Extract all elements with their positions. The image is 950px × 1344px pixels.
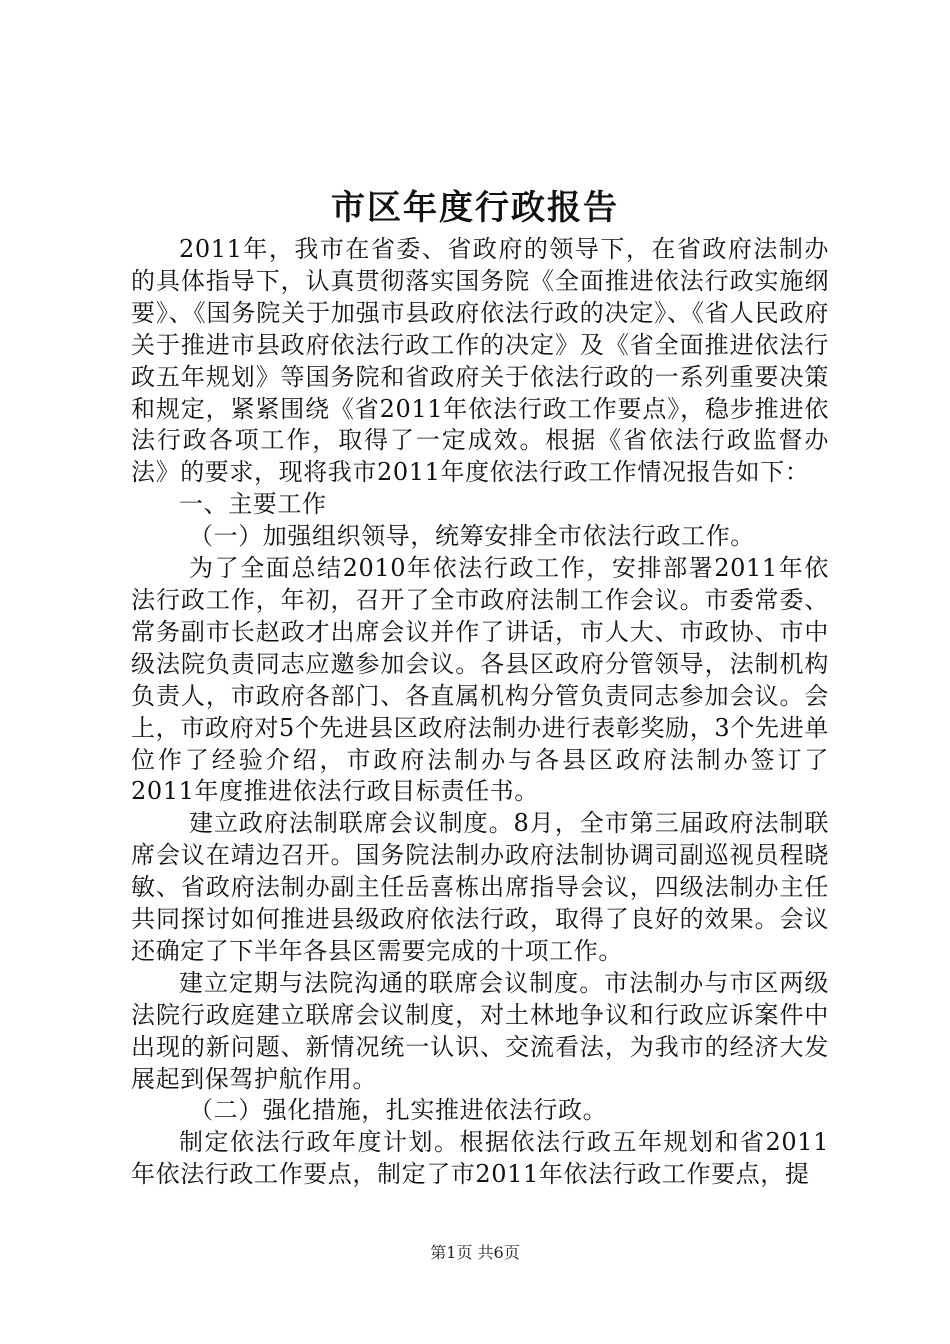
paragraph-court-liaison: 建立定期与法院沟通的联席会议制度。市法制办与市区两级法院行政庭建立联席会议制度，对土林地争议和行政应诉案件中出现的新问题、新情况统一认识、交流看法，为我市的经济大发展起到保驾护航作用。 [131,968,829,1093]
paragraph-intro: 2011年，我市在省委、省政府的领导下，在省政府法制办的具体指导下，认真贯彻落实国务院《全面推进依法行政实施纲要》、《国务院关于加强市县政府依法行政的决定》、《省人民政府关于推进市县政府依法行政工作的决定》及《省全面推进依法行政五年规划》等国务院和省政府关于依法行政的一系列重要决策和规定，紧紧围绕《省2011年依法行政工作要点》，稳步推进依法行政各项工作，取得了一定成效。根据《省依法行政监督办法》的要求，现将我市2011年度依法行政工作情况报告如下： [131,235,829,487]
document-title: 市区年度行政报告 [331,188,619,228]
paragraph-annual-meeting: 为了全面总结2010年依法行政工作，安排部署2011年依法行政工作，年初，召开了全市政府法制工作会议。市委常委、常务副市长赵政才出席会议并作了讲话，市人大、市政协、市中级法院负责同志应邀参加会议。各县区政府分管领导，法制机构负责人，市政府各部门、各直属机构分管负责同志参加会议。会上，市政府对5个先进县区政府法制办进行表彰奖励，3个先进单位作了经验介绍，市政府法制办与各县区政府法制办签订了2011年度推进依法行政目标责任书。 [131,554,829,806]
section-heading-main-work: 一、主要工作 [179,490,327,519]
document-body [131,234,829,1191]
subsection-heading-2: （二）强化措施，扎实推进依法行政。 [189,1096,608,1125]
subsection-heading-1: （一）加强组织领导，统筹安排全市依法行政工作。 [189,522,755,551]
page-footer: 第1页 共6页 [430,1243,520,1262]
paragraph-annual-plan: 制定依法行政年度计划。根据依法行政五年规划和省2011年依法行政工作要点，制定了市2011年依法行政工作要点，提 [131,1128,829,1189]
paragraph-joint-meeting-system: 建立政府法制联席会议制度。8月，全市第三届政府法制联席会议在靖边召开。国务院法制办政府法制协调司副巡视员程晓敏、省政府法制办副主任岳喜栋出席指导会议，四级法制办主任共同探讨如何推进县级政府依法行政，取得了良好的效果。会议还确定了下半年各县区需要完成的十项工作。 [131,809,829,965]
